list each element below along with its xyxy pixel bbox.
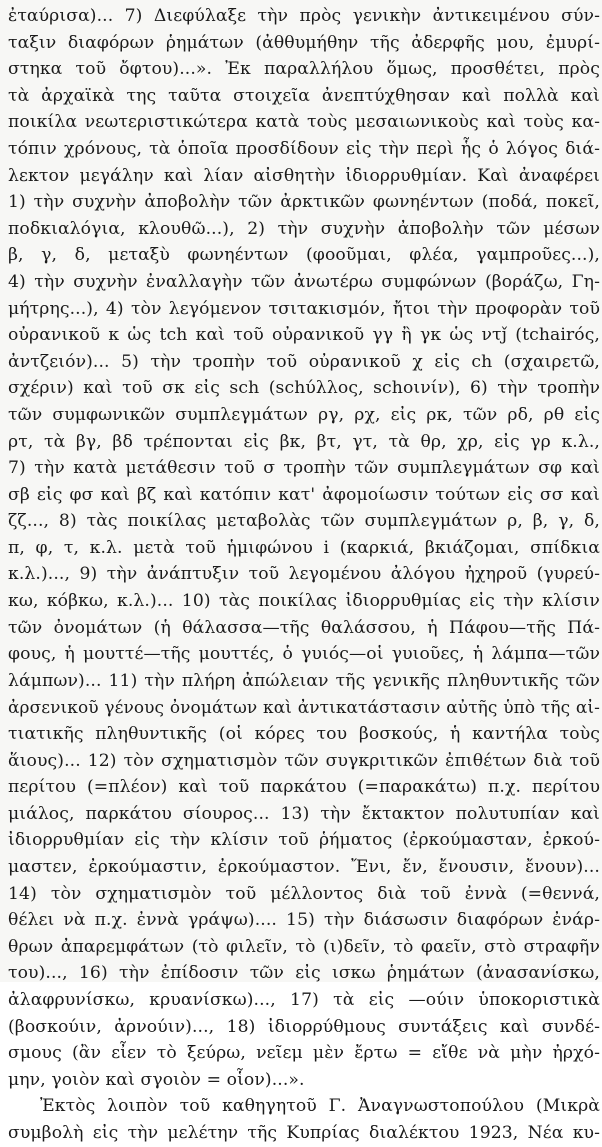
text-line: 7) τὴν κατὰ μετάθεσιν τοῦ σ τροπὴν τῶν συμπλεγμάτων σφ καὶ — [8, 458, 600, 479]
text-line: φους, ἡ μουττέ—τῆς μουττές, ὁ γυιός—οἱ γυιοῦες, ἡ λάμπα—τῶν — [8, 644, 600, 665]
text-line: π, φ, τ, κ.λ. μετὰ τοῦ ἡμιφώνου i (καρκιά, βκιάζομαι, σπίδκια — [8, 537, 600, 558]
text-line: συμβολὴ εἰς τὴν μελέτην τῆς Κυπρίας διαλέκτου 1923, Νέα κυ- — [8, 1122, 600, 1143]
text-line: 14) τὸν σχηματισμὸν τοῦ μέλλοντος διὰ τοῦ ἐννὰ (=θεννά, — [8, 883, 600, 904]
text-line: σχέριν) καὶ τοῦ σκ εἰς sch (schύλλος, schoινίν), 6) τὴν τροπὴν — [8, 378, 600, 399]
text-line: 1) τὴν συχνὴν ἀποβολὴν τῶν ἀρκτικῶν φωνηέντων (ποδά, ποκεῖ, — [8, 192, 600, 213]
text-line: ἀρσενικοῦ γένους ὀνομάτων καὶ ἀντικατάστασιν αὐτῆς ὑπὸ τῆς αἰ- — [8, 697, 600, 718]
text-line: στηκα τοῦ ὄφτου)...». Ἐκ παραλλήλου ὅμως, προσθέτει, πρὸς — [8, 59, 600, 80]
text-line: ποδκιαλόγια, κλουθῶ...), 2) τὴν συχνὴν ἀποβολὴν τῶν μέσων — [8, 218, 600, 239]
text-line: σβ εἰς φσ καὶ βζ καὶ κατόπιν κατ' ἀφομοίωσιν τούτων εἰς σσ καὶ — [8, 484, 600, 505]
text-line: ἅιους)... 12) τὸν σχηματισμὸν τῶν συγκριτικῶν ἐπιθέτων διὰ τοῦ — [8, 750, 600, 771]
text-line: λάμπων)... 11) τὴν πλήρη ἀπώλειαν τῆς γενικῆς πληθυντικῆς τῶν — [8, 670, 600, 691]
text-line: ἀλαφρυνίσκω, κρυανίσκω)..., 17) τὰ εἰς —ούιν ὑποκοριστικὰ — [8, 989, 600, 1010]
text-line: ποικίλα νεωτεριστικώτερα κατὰ τοὺς μεσαιωνικοὺς καὶ τοὺς κα- — [8, 112, 600, 133]
text-line: ρτ, τὰ βγ, βδ τρέπονται εἰς βκ, βτ, γτ, τὰ θρ, χρ, εἰς γρ κ.λ., — [8, 431, 600, 452]
text-line: ἐταύρισα)... 7) Διεφύλαξε τὴν πρὸς γενικὴν ἀντικειμένου σύν- — [8, 6, 600, 26]
text-line: μαστεν, ἐρκούμαστιν, ἐρκούμαστον. Ἔνι, ἔν, ἔνουσιν, ἔνουν)... — [8, 857, 600, 877]
text-line: σμους (ἂν εἶεν τὸ ξεύρω, νεῖεμ μὲν ἔρτω = εἴθε νὰ μὴν ἠρχό- — [8, 1043, 600, 1064]
text-line: θέλει νὰ π.χ. ἐννὰ γράψω).... 15) τὴν διάσωσιν διαφόρων ἐνάρ- — [8, 910, 600, 931]
text-line: ταξιν διαφόρων ῥημάτων (ἀθθυμήθην τῆς ἀδερφῆς μου, ἐμυρί- — [8, 32, 600, 53]
text-line: β, γ, δ, μεταξὺ φωνηέντων (φοοῦμαι, φλέα, γαμπροῦες...), — [8, 245, 600, 266]
text-line: θρων ἀπαρεμφάτων (τὸ φιλεῖν, τὸ (ι)δεῖν, τὸ φαεῖν, στὸ στραφῆν — [8, 936, 600, 957]
text-line: 4) τὴν συχνὴν ἐναλλαγὴν τῶν ἀνωτέρω συμφώνων (βοράζω, Γη- — [8, 271, 600, 292]
paragraph-start-line: Ἐκτὸς λοιπὸν τοῦ καθηγητοῦ Γ. Ἀναγνωστοπούλου (Μικρὰ — [40, 1096, 600, 1117]
text-line: μήτρης...), 4) τὸν λεγόμενον τσιτακισμόν, ἤτοι τὴν προφορὰν τοῦ — [8, 298, 600, 319]
text-line: τῶν συμφωνικῶν συμπλεγμάτων ργ, ρχ, εἰς ρκ, τῶν ρδ, ρθ εἰς — [8, 404, 600, 425]
text-line: τῶν ὀνομάτων (ἡ θάλασσα—τῆς θαλάσσου, ἡ Πάφου—τῆς Πά- — [8, 617, 600, 638]
text-line: λεκτον μεγάλην καὶ λίαν αἰσθητὴν ἰδιορρυθμίαν. Καὶ ἀναφέρει — [8, 165, 600, 186]
text-line: τόπιν χρόνους, τὰ ὁποῖα προσδίδουν εἰς τὴν περὶ ἧς ὁ λόγος διά- — [8, 138, 600, 159]
text-line: οὐρανικοῦ κ ὡς tch καὶ τοῦ οὐρανικοῦ γγ ἢ γκ ὡς ντȷ̌ (tchairός, — [8, 325, 600, 346]
text-line: ἀντζειόν)... 5) τὴν τροπὴν τοῦ οὐρανικοῦ χ εἰς ch (σχαιρετῶ, — [8, 351, 600, 372]
text-line: (βοσκούιν, ἀρνούιν)..., 18) ἰδιορρύθμους συντάξεις καὶ συνδέ- — [8, 1016, 600, 1037]
text-line: περίτου (=πλέον) καὶ τοῦ παρκάτου (=παρακάτω) π.χ. περίτου — [8, 777, 600, 798]
text-line: τιατικῆς πληθυντικῆς (οἱ κόρες του βοσκούς, ἡ καντήλα τοὺς — [8, 724, 600, 745]
text-line: ζζ..., 8) τὰς ποικίλας μεταβολὰς τῶν συμπλεγμάτων ρ, β, γ, δ, — [8, 511, 600, 532]
text-line: κ.λ.)..., 9) τὴν ἀνάπτυξιν τοῦ λεγομένου ἀλόγου ἠχηροῦ (γυρεύ- — [8, 564, 600, 585]
text-line: ἰδιορρυθμίαν εἰς τὴν κλίσιν τοῦ ῥήματος (ἐρκούμασταν, ἐρκού- — [8, 830, 600, 851]
paragraph-end-line: μην, γοιὸν καὶ σγοιὸν = οἷον)...». — [8, 1069, 305, 1090]
text-line: μιάλος, παρκάτου σίουρος... 13) τὴν ἔκτακτον πολυτυπίαν καὶ — [8, 803, 600, 824]
text-line: του)..., 16) τὴν ἐπίδοσιν τῶν εἰς ισκω ῥημάτων (ἀνασανίσκω, — [8, 963, 600, 984]
text-line: τὰ ἀρχαϊκὰ της ταῦτα στοιχεῖα ἀνεπτύχθησαν καὶ πολλὰ καὶ — [8, 85, 600, 106]
text-line: κω, κόβκω, κ.λ.)... 10) τὰς ποικίλας ἰδιορρυθμίας εἰς τὴν κλίσιν — [8, 591, 600, 612]
